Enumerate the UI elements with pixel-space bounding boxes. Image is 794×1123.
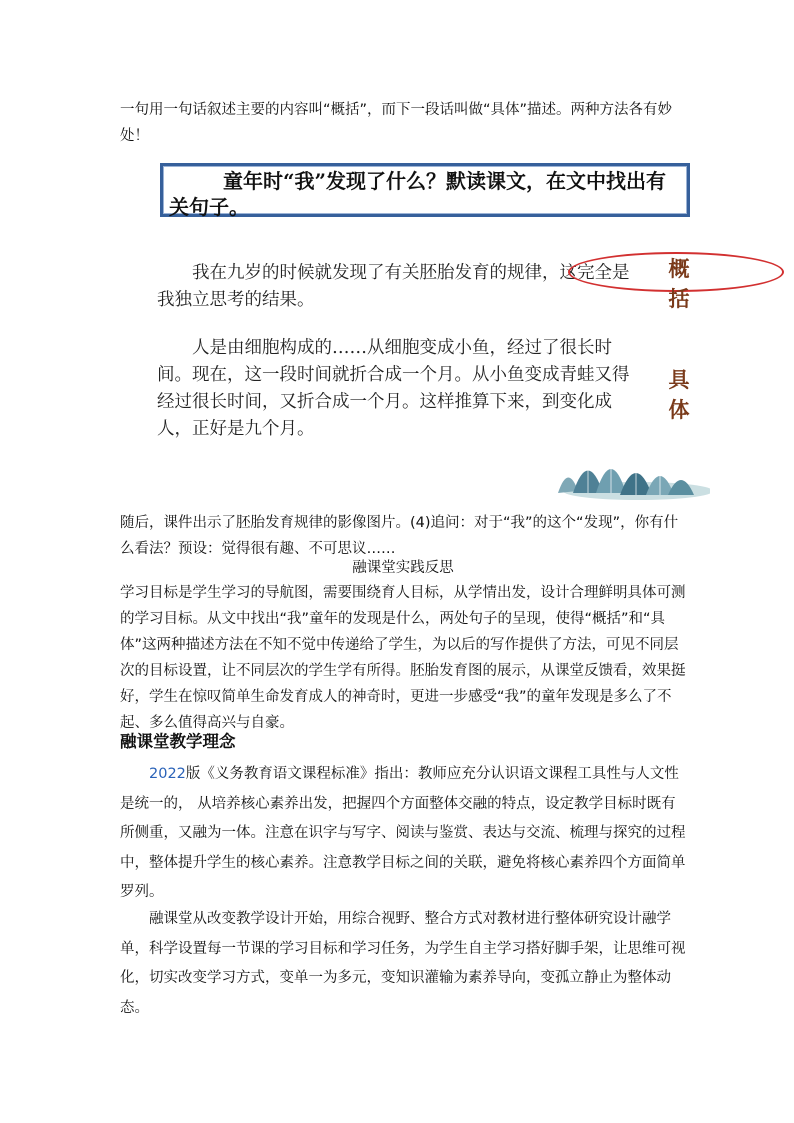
tree-decoration-icon bbox=[548, 443, 710, 503]
slide-detail-sentence: 人是由细胞构成的……从细胞变成小鱼，经过了很长时间。现在，这一段时间就折合成一个月。从小鱼变成青蛙又得经过很长时间，又折合成一个月。这样推算下来，到变化成人，正好是九个月。 bbox=[157, 338, 630, 439]
standard-year: 2022 bbox=[149, 766, 186, 782]
label-juti: 具 体 bbox=[668, 367, 690, 422]
reflection-paragraph: 学习目标是学生学习的导航图，需要围绕育人目标，从学情出发，设计合理鲜明具体可测的学习目标。从文中找出“我”童年的发现是什么，两处句子的呈现，使得“概括”和“具体”这两种描述方法在不知不觉中传递给了学生，为以后的写作提供了方法，可见不同层次的目标设置，让不同层次的学生学有所得。胚胎发育图的展示，从课堂反馈看，效果挺好，学生在惊叹简单生命发育成人的神奇时，更进一步感受“我”的童年发现是多么了不起、多么值得高兴与自豪。 bbox=[120, 585, 686, 731]
reflection-title: 融课堂实践反思 bbox=[352, 560, 454, 576]
after-slide-paragraph: 随后，课件出示了胚胎发育规律的影像图片。(4)追问：对于“我”的这个“发现”，你有什么看法？预设：觉得很有趣、不可思议…… bbox=[120, 515, 679, 557]
section-heading: 融课堂教学理念 bbox=[120, 732, 236, 751]
curriculum-standard-paragraph bbox=[120, 760, 686, 908]
slide-question-box: 童年时“我”发现了什么？默读课文，在文中找出有关句子。 bbox=[160, 163, 690, 217]
lesson-slide-image bbox=[150, 153, 710, 503]
label-gaikuo: 概 括 bbox=[668, 256, 690, 311]
slide-summary-sentence: 我在九岁的时候就发现了有关胚胎发育的规律，这完全是我独立思考的结果。 bbox=[157, 263, 630, 310]
intro-paragraph: 一句用一句话叙述主要的内容叫“概括”，而下一段话叫做“具体”描述。两种方法各有妙处！ bbox=[120, 102, 673, 144]
standard-text: 版《义务教育语文课程标准》指出：教师应充分认识语文课程工具性与人文性是统一的， 从培养核心素养出发，把握四个方面整体交融的特点，设定教学目标时既有所侧重，又融为一体。注意在识字与写字、阅读与鉴赏、表达与交流、梳理与探究的过程中，整体提升学生的核心素养。注意教学目标之间的关联，避免将核心素养四个方面简单罗列。 bbox=[120, 766, 686, 900]
approach-paragraph: 融课堂从改变教学设计开始，用综合视野、整合方式对教材进行整体研究设计融学单，科学设置每一节课的学习目标和学习任务，为学生自主学习搭好脚手架，让思维可视化，切实改变学习方式，变单一为多元，变知识灌输为素养导向，变孤立静止为整体动态。 bbox=[120, 911, 686, 1016]
